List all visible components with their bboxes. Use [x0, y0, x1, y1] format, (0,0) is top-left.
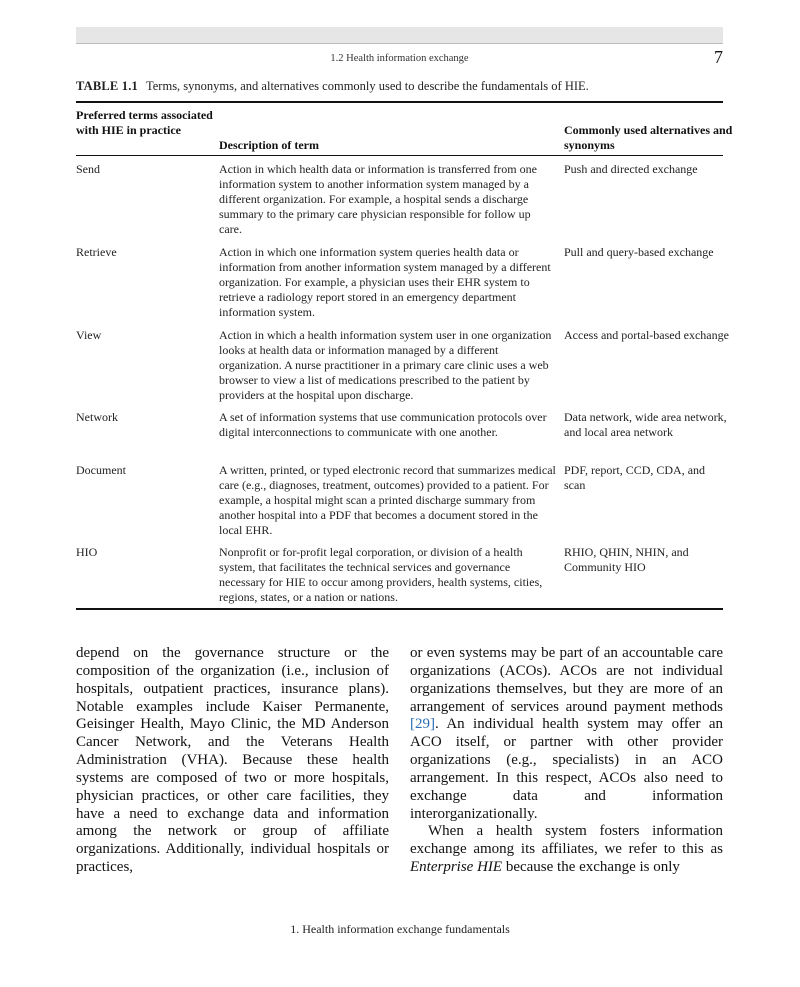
body-paragraph: [410, 645, 723, 823]
citation-link[interactable]: [29]: [410, 716, 435, 733]
row-alternatives: Pull and query-based exchange: [564, 245, 714, 259]
emphasized-term: Enterprise HIE: [410, 859, 503, 876]
body-text: because the exchange is only: [502, 859, 680, 876]
page-footer: 1. Health information exchange fundamentals: [290, 922, 510, 936]
running-title: 1.2 Health information exchange: [330, 53, 469, 64]
column-header-description: Description of term: [219, 138, 319, 152]
row-description: Nonprofit or for-profit legal corporation, or division of a health system, that facilitates the technical services and governance necessary for HIE to occur among providers, health systems, cities, regions, states, or a nation or nations.: [219, 545, 543, 604]
body-text: or even systems may be part of an accountable care organizations (ACOs). ACOs are not individual organizations themselves, but they are more of an arrangement of services around payment methods: [410, 645, 723, 715]
row-description: A set of information systems that use communication protocols over digital interconnections to communicate with one another.: [219, 410, 547, 439]
page-number: 7: [714, 47, 723, 67]
row-alternatives: Push and directed exchange: [564, 162, 698, 176]
row-term: View: [76, 328, 102, 342]
body-text: . An individual health system may offer an ACO itself, or partner with other provider organizations (e.g., specialists) in an ACO arrangement. In this respect, ACOs also need to exchange data and information interorganizationally.: [410, 716, 723, 822]
body-paragraph: [410, 823, 723, 877]
table-caption: [76, 79, 736, 94]
body-column-right: [410, 645, 723, 877]
running-header: [76, 47, 723, 72]
table-header-rule: [76, 155, 723, 156]
row-description: Action in which one information system queries health data or information from another information system managed by a different organization. For example, a physician uses their EHR system to retrieve a radiology report stored in an emergency department information system.: [219, 245, 551, 319]
row-term: Send: [76, 162, 100, 176]
table-bottom-rule: [76, 608, 723, 610]
table-label: TABLE 1.1: [76, 79, 138, 93]
column-header-term: Preferred terms associated with HIE in practice: [76, 108, 213, 137]
row-term: HIO: [76, 545, 98, 559]
top-shade-band: [76, 27, 723, 44]
row-alternatives: Access and portal-based exchange: [564, 328, 729, 342]
row-alternatives: Data network, wide area network, and local area network: [564, 410, 727, 439]
table-top-rule: [76, 101, 723, 103]
row-alternatives: PDF, report, CCD, CDA, and scan: [564, 463, 706, 492]
row-alternatives: RHIO, QHIN, NHIN, and Community HIO: [564, 545, 689, 574]
body-text: When a health system fosters information exchange among its affiliates, we refer to this as: [410, 823, 723, 858]
row-term: Network: [76, 410, 118, 424]
row-description: Action in which health data or information is transferred from one information system to another information system managed by a different organization. For example, a hospital sends a discharge summary to the primary care physician responsible for follow up care.: [219, 162, 537, 236]
table-caption-text: Terms, synonyms, and alternatives commonly used to describe the fundamentals of HIE.: [146, 79, 589, 93]
row-description: Action in which a health information system user in one organization looks at health data or information managed by a different organization. A nurse practitioner in a primary care clinic uses a web browser to view a list of medications prescribed to the patient by providers at the hospital upon discharge.: [219, 328, 552, 402]
row-description: A written, printed, or typed electronic record that summarizes medical care (e.g., diagnoses, treatment, outcomes) provided to a patient. For example, a hospital might scan a printed discharge summary from another hospital into a PDF that becomes a document stored in the local EHR.: [219, 463, 556, 537]
row-term: Document: [76, 463, 126, 477]
column-header-alternatives: Commonly used alternatives and synonyms: [564, 123, 733, 152]
row-term: Retrieve: [76, 245, 117, 259]
body-column-left: depend on the governance structure or the composition of the organization (i.e., inclusion of hospitals, outpatient practices, insurance plans). Notable examples include Kaiser Permanente, Geisinger Health, Mayo Clinic, the MD Anderson Cancer Network, and the Veterans Health Administration (VHA). Because these health systems are composed of two or more hospitals, physician practices, or other care facilities, they have a need to exchange data and information among the network or group of affiliate organizations. Additionally, individual hospitals or practices,: [76, 645, 389, 876]
